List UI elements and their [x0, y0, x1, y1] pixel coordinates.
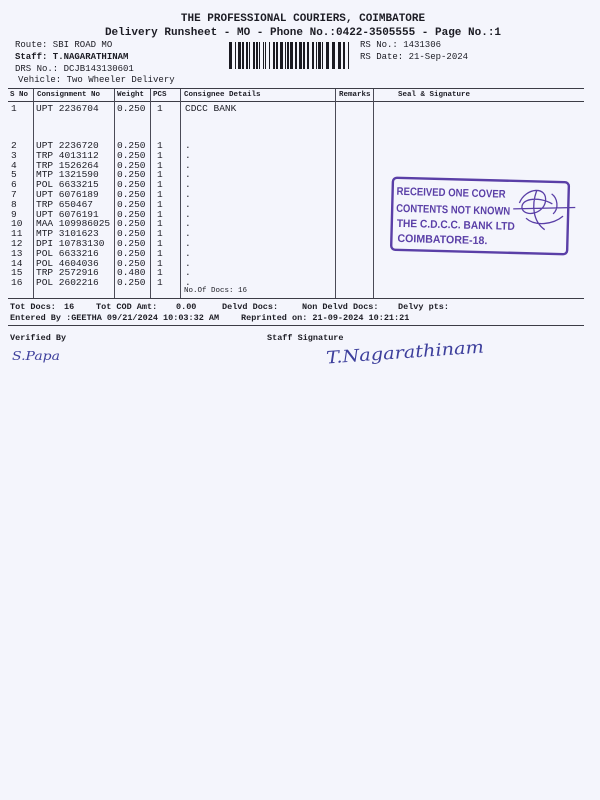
cell-consignment: DPI 10783130: [36, 238, 105, 249]
barcode-bar: [229, 42, 232, 69]
cell-pcs: 1: [157, 103, 163, 114]
reprinted-on: Reprinted on: 21-09-2024 10:21:21: [241, 313, 410, 323]
cell-sno: 3: [11, 149, 17, 161]
cell-weight: 0.250: [117, 277, 146, 289]
route-text: Route: SBI ROAD MO: [15, 40, 113, 50]
cell-weight: 0.250: [117, 208, 146, 220]
cell-pcs: 1: [157, 140, 163, 151]
cell-pcs: 1: [157, 247, 163, 259]
received-stamp: [385, 172, 580, 262]
cell-weight: 0.250: [117, 257, 146, 269]
table-top-rule: [8, 88, 584, 89]
cell-consignee: .: [185, 189, 191, 200]
stamp-line: COIMBATORE-18.: [397, 232, 491, 248]
drs-number: DRS No.: DCJB143130601: [15, 64, 134, 74]
barcode-bar: [246, 42, 248, 69]
cell-consignee: .: [185, 159, 191, 171]
no-of-docs: No.Of Docs: 16: [184, 287, 248, 295]
barcode-bar: [348, 42, 349, 69]
cell-consignment: POL 6633215: [36, 179, 99, 191]
cell-consignment: TRP 4013112: [36, 149, 99, 161]
cell-weight: 0.250: [117, 159, 146, 171]
staff-text: Staff: T.NAGARATHINAM: [15, 52, 129, 62]
cell-sno: 7: [11, 189, 17, 200]
table-row: [0, 278, 600, 288]
barcode-bar: [238, 42, 241, 69]
barcode-bar: [287, 42, 289, 69]
barcode-bar: [332, 42, 335, 69]
verifier-signature: [8, 344, 78, 368]
barcode-bar: [343, 42, 345, 69]
barcode-bar: [249, 42, 250, 69]
cell-sno: 16: [11, 277, 23, 289]
column-header-pcs: PCS: [153, 91, 167, 99]
cell-weight: 0.250: [117, 149, 146, 161]
cell-consignee: .: [185, 277, 191, 289]
cell-consignment: MTP 1321590: [36, 169, 99, 181]
tot-docs-value: 16: [64, 302, 75, 312]
cell-weight: 0.480: [117, 267, 146, 279]
cell-consignee: .: [185, 149, 191, 161]
cell-sno: 13: [11, 247, 23, 259]
column-header-consignee: Consignee Details: [184, 91, 261, 99]
rs-date: RS Date: 21-Sep-2024: [360, 52, 469, 62]
column-header-sno: S No: [10, 91, 29, 99]
cell-sno: 4: [11, 159, 17, 171]
stamp-line: CONTENTS NOT KNOWN: [396, 202, 529, 219]
cell-pcs: 1: [157, 218, 163, 230]
cell-sno: 12: [11, 238, 23, 249]
cell-pcs: 1: [157, 179, 163, 191]
cell-consignment: MTP 3101623: [36, 228, 99, 240]
cell-pcs: 1: [157, 159, 163, 171]
cell-consignee: .: [185, 228, 191, 240]
cell-consignment: POL 2602216: [36, 277, 99, 289]
cell-weight: 0.250: [117, 140, 146, 151]
cell-consignment: UPT 6076189: [36, 189, 99, 200]
barcode-bar: [242, 42, 244, 69]
barcode-bar: [326, 42, 329, 69]
cell-sno: 6: [11, 179, 17, 191]
cell-consignment: TRP 650467: [36, 198, 94, 210]
barcode: [229, 42, 350, 69]
cell-sno: 2: [11, 140, 17, 151]
non-delvd-docs-label: Non Delvd Docs:: [302, 302, 379, 312]
barcode-bar: [263, 42, 264, 69]
cell-consignment: UPT 6076191: [36, 208, 99, 220]
cell-consignee: .: [185, 257, 191, 269]
cell-pcs: 1: [157, 238, 163, 249]
stamp-signature-scribble: [513, 190, 576, 231]
cell-consignee: .: [185, 218, 191, 230]
stamp-line: THE C.D.C.C. BANK LTD: [396, 217, 525, 234]
stamp-line: RECEIVED ONE COVER: [396, 185, 523, 202]
column-header-consignment: Consignment No: [37, 91, 101, 99]
cell-sno: 9: [11, 208, 17, 220]
staff-signature-label: Staff Signature: [267, 333, 344, 343]
tot-docs-label: Tot Docs:: [10, 302, 56, 312]
cell-pcs: 1: [157, 189, 163, 200]
cell-weight: 0.250: [117, 189, 146, 200]
cell-sno: 1: [11, 103, 17, 114]
barcode-bar: [307, 42, 309, 69]
cell-weight: 0.250: [117, 103, 146, 114]
runsheet-subtitle: Delivery Runsheet - MO - Phone No.:0422-3505555 - Page No.:1: [104, 27, 502, 39]
barcode-bar: [235, 42, 236, 69]
table-bottom-rule: [8, 298, 584, 299]
cell-consignment: TRP 2572916: [36, 267, 99, 279]
cell-sno: 11: [11, 228, 23, 240]
cell-consignment: TRP 1526264: [36, 159, 99, 171]
cell-consignment: POL 6633216: [36, 247, 99, 259]
cell-consignment: UPT 2236704: [36, 103, 99, 114]
verifier-signature-text: S.Papa: [12, 349, 60, 363]
cell-weight: 0.250: [117, 169, 146, 181]
cell-sno: 10: [11, 218, 23, 230]
table-header-rule: [8, 101, 584, 102]
cell-consignee: .: [185, 179, 191, 191]
cell-consignee: .: [185, 198, 191, 210]
cell-pcs: 1: [157, 257, 163, 269]
barcode-bar: [316, 42, 317, 69]
cell-weight: 0.250: [117, 247, 146, 259]
cell-consignee: .: [185, 238, 191, 249]
barcode-bar: [312, 42, 314, 69]
column-header-seal-signature: Seal & Signature: [398, 91, 471, 99]
barcode-bar: [256, 42, 258, 69]
vehicle-text: Vehicle: Two Wheeler Delivery: [18, 75, 175, 85]
footer-rule: [8, 325, 584, 326]
barcode-bar: [295, 42, 297, 69]
cell-pcs: 1: [157, 208, 163, 220]
cell-pcs: 1: [157, 198, 163, 210]
barcode-bar: [253, 42, 255, 69]
barcode-bar: [338, 42, 341, 69]
barcode-bar: [259, 42, 260, 69]
cell-sno: 14: [11, 257, 23, 269]
cell-sno: 8: [11, 198, 17, 210]
column-header-remarks: Remarks: [339, 91, 371, 99]
cell-weight: 0.250: [117, 179, 146, 191]
cell-pcs: 1: [157, 149, 163, 161]
cell-weight: 0.250: [117, 238, 146, 249]
tot-cod-label: Tot COD Amt:: [96, 302, 158, 312]
delvy-pts-label: Delvy pts:: [398, 302, 450, 312]
barcode-bar: [303, 42, 305, 69]
entered-by: Entered By :GEETHA 09/21/2024 10:03:32 AM: [10, 313, 220, 323]
barcode-bar: [276, 42, 278, 69]
verified-by-label: Verified By: [10, 333, 67, 343]
cell-weight: 0.250: [117, 198, 146, 210]
barcode-bar: [273, 42, 275, 69]
barcode-bar: [280, 42, 283, 69]
cell-consignee: .: [185, 267, 191, 279]
cell-sno: 5: [11, 169, 17, 181]
cell-pcs: 1: [157, 277, 163, 289]
table-row: [0, 104, 600, 114]
tot-cod-value: 0.00: [176, 302, 197, 312]
company-title: THE PROFESSIONAL COURIERS, COIMBATORE: [180, 13, 426, 25]
cell-pcs: 1: [157, 228, 163, 240]
barcode-bar: [265, 42, 266, 69]
barcode-bar: [285, 42, 286, 69]
cell-consignee: .: [185, 208, 191, 220]
delvd-docs-label: Delvd Docs:: [222, 302, 279, 312]
staff-signature-text: T.Nagarathinam: [325, 338, 466, 369]
cell-consignee: .: [185, 140, 191, 151]
column-header-weight: Weight: [117, 91, 145, 99]
rs-number: RS No.: 1431306: [360, 40, 442, 50]
cell-consignee: .: [185, 247, 191, 259]
cell-pcs: 1: [157, 169, 163, 181]
barcode-bar: [318, 42, 321, 69]
barcode-bar: [290, 42, 293, 69]
cell-pcs: 1: [157, 267, 163, 279]
cell-consignee: CDCC BANK: [185, 103, 237, 114]
cell-consignment: MAA 109986025: [36, 218, 111, 230]
barcode-bar: [299, 42, 302, 69]
barcode-bar: [269, 42, 270, 69]
barcode-bar: [322, 42, 323, 69]
staff-handwritten-signature: [320, 334, 495, 370]
cell-weight: 0.250: [117, 228, 146, 240]
cell-consignment: POL 4604036: [36, 257, 99, 269]
cell-consignee: .: [185, 169, 191, 181]
cell-sno: 15: [11, 267, 23, 279]
cell-consignment: UPT 2236720: [36, 140, 99, 151]
cell-weight: 0.250: [117, 218, 146, 230]
